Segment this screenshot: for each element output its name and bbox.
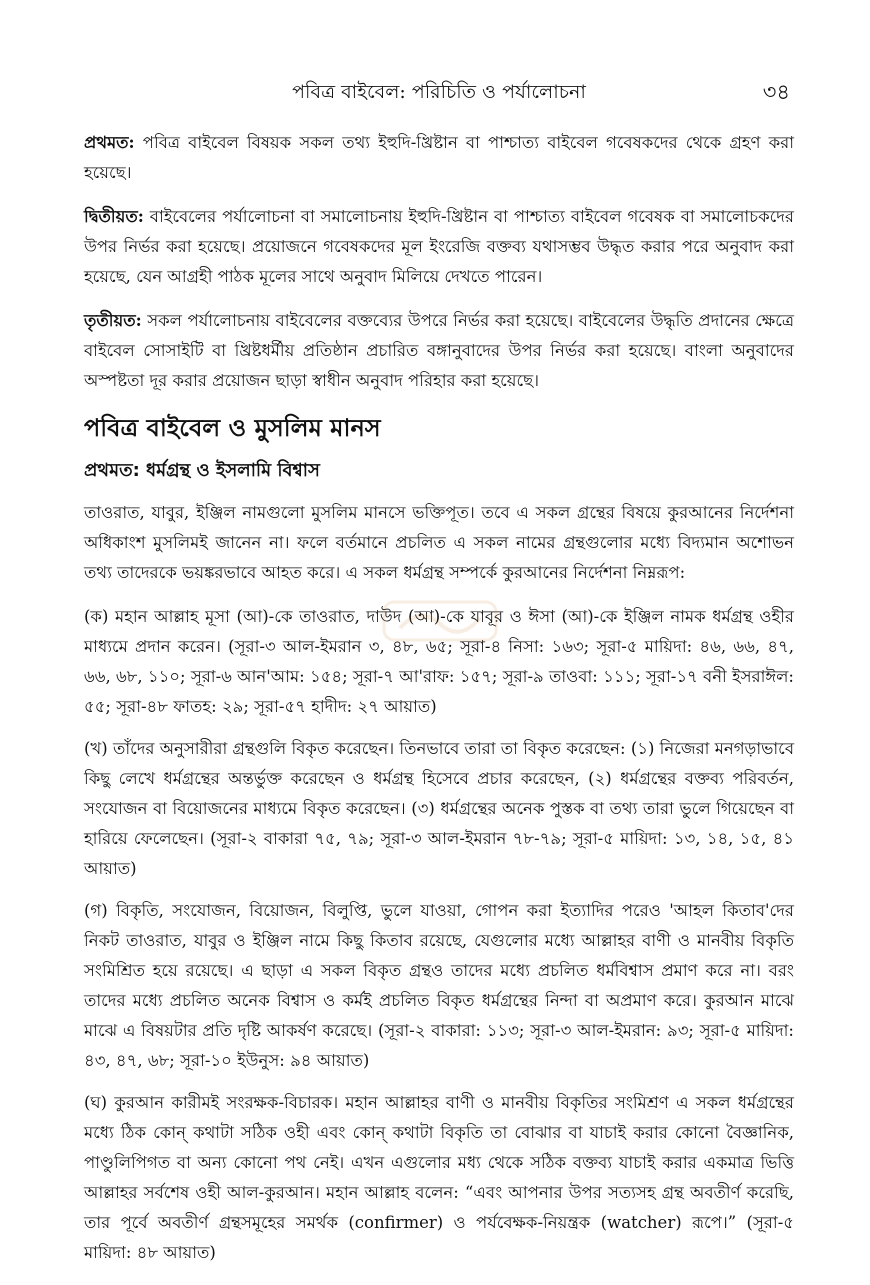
section-heading: পবিত্র বাইবেল ও মুসলিম মানস <box>84 414 381 442</box>
running-header <box>84 74 794 110</box>
paragraph-text: পবিত্র বাইবেল বিষয়ক সকল তথ্য ইহুদি-খ্রিষ্টান বা পাশ্চাত্য বাইবেল গবেষকদের থেকে গ্রহণ করা হয়েছে। <box>84 133 794 182</box>
watermark-logo-icon <box>380 596 500 646</box>
paragraph-lead: তৃতীয়ত: <box>84 311 142 330</box>
page-number: ৩৪ <box>762 80 790 104</box>
running-title: পবিত্র বাইবেল: পরিচিতি ও পর্যালোচনা <box>292 81 586 103</box>
section-subheading: প্রথমত: ধর্মগ্রন্থ ও ইসলামি বিশ্বাস <box>84 460 320 481</box>
list-item: (গ) বিকৃতি, সংযোজন, বিয়োজন, বিলুপ্তি, ভুলে যাওয়া, গোপন করা ইত্যাদির পরেও 'আহল কিতাব'দের নিকট তাওরাত, যাবুর ও ইঞ্জিল নামে কিছু কিতাব রয়েছে, যেগুলোর মধ্যে আল্লাহর বাণী ও মানবীয় বিকৃতি সংমিশ্রিত হয়ে রয়েছে। এ ছাড়া এ সকল বিকৃত গ্রন্থও তাদের মধ্যে প্রচলিত ধর্মবিশ্বাস প্রমাণ করে না। বরং তাদের মধ্যে প্রচলিত অনেক বিশ্বাস ও কর্মই প্রচলিত বিকৃত ধর্মগ্রন্থের নিন্দা বা অপ্রমাণ করে। কুরআন মাঝে মাঝে এ বিষয়টার প্রতি দৃষ্টি আকর্ষণ করেছে। (সূরা-২ বাকারা: ১১৩; সূরা-৩ আল-ইমরান: ৯৩; সূরা-৫ মায়িদা: ৪৩, ৪৭, ৬৮; সূরা-১০ ইউনুস: ৯৪ আয়াত) <box>84 901 794 1070</box>
paragraph-first <box>84 128 794 188</box>
paragraph-text: বাইবেলের পর্যালোচনা বা সমালোচনায় ইহুদি-খ্রিষ্টান বা পাশ্চাত্য বাইবেল গবেষক বা সমালোচকদের উপর নির্ভর করা হয়েছে। প্রয়োজনে গবেষকদের মূল ইংরেজি বক্তব্য যথাসম্ভব উদ্ধৃত করার পরে অনুবাদ করা হয়েছে, যেন আগ্রহী পাঠক মূলের সাথে অনুবাদ মিলিয়ে দেখতে পারেন। <box>84 207 794 286</box>
section-intro: তাওরাত, যাবুর, ইঞ্জিল নামগুলো মুসলিম মানসে ভক্তিপূত। তবে এ সকল গ্রন্থের বিষয়ে কুরআনের নির্দেশনা অধিকাংশ মুসলিমই জানেন না। ফলে বর্তমানে প্রচলিত এ সকল নামের গ্রন্থগুলোর মধ্যে বিদ্যমান অশোভন তথ্য তাদেরকে ভয়ঙ্করভাবে আহত করে। এ সকল ধর্মগ্রন্থ সম্পর্কে কুরআনের নির্দেশনা নিম্নরূপ: <box>84 503 794 582</box>
paragraph-text: সকল পর্যালোচনায় বাইবেলের বক্তব্যের উপরে নির্ভর করা হয়েছে। বাইবেলের উদ্ধৃতি প্রদানের ক্ষেত্রে বাইবেল সোসাইটি বা খ্রিষ্টধর্মীয় প্রতিষ্ঠান প্রচারিত বঙ্গানুবাদের উপর নির্ভর করা হয়েছে। বাংলা অনুবাদের অস্পষ্টতা দূর করার প্রয়োজন ছাড়া স্বাধীন অনুবাদ পরিহার করা হয়েছে। <box>84 311 794 390</box>
paragraph-lead: প্রথমত: <box>84 133 135 152</box>
list-item: (ক) মহান আল্লাহ মূসা (আ)-কে তাওরাত, দাউদ (আ)-কে যাবূর ও ঈসা (আ)-কে ইঞ্জিল নামক ধর্মগ্রন্থ ওহীর মাধ্যমে প্রদান করেন। (সূরা-৩ আল-ইমরান ৩, ৪৮, ৬৫; সূরা-৪ নিসা: ১৬৩; সূরা-৫ মায়িদা: ৪৬, ৬৬, ৪৭, ৬৬, ৬৮, ১১০; সূরা-৬ আন'আম: ১৫৪; সূরা-৭ আ'রাফ: ১৫৭; সূরা-৯ তাওবা: ১১১; সূরা-১৭ বনী ইসরাঈল: ৫৫; সূরা-৪৮ ফাতহ: ২৯; সূরা-৫৭ হাদীদ: ২৭ আয়াত) <box>84 607 794 716</box>
paragraph-lead: দ্বিতীয়ত: <box>84 207 144 226</box>
list-item: (খ) তাঁদের অনুসারীরা গ্রন্থগুলি বিকৃত করেছেন। তিনভাবে তারা তা বিকৃত করেছেন: (১) নিজেরা মনগড়াভাবে কিছু লেখে ধর্মগ্রন্থের অন্তর্ভুক্ত করেছেন ও ধর্মগ্রন্থ হিসেবে প্রচার করেছেন, (২) ধর্মগ্রন্থের বক্তব্য পরিবর্তন, সংযোজন বা বিয়োজনের মাধ্যমে বিকৃত করেছেন। (৩) ধর্মগ্রন্থের অনেক পুস্তক বা তথ্য তারা ভুলে গিয়েছেন বা হারিয়ে ফেলেছেন। (সূরা-২ বাকারা ৭৫, ৭৯; সূরা-৩ আল-ইমরান ৭৮-৭৯; সূরা-৫ মায়িদা: ১৩, ১৪, ১৫, ৪১ আয়াত) <box>84 739 794 878</box>
paragraph-third <box>84 306 794 396</box>
page-body <box>84 128 794 1280</box>
list-item: (ঘ) কুরআন কারীমই সংরক্ষক-বিচারক। মহান আল্লাহর বাণী ও মানবীয় বিকৃতির সংমিশ্রণ এ সকল ধর্মগ্রন্থের মধ্যে ঠিক কোন্ কথাটা সঠিক ওহী এবং কোন্ কথাটা বিকৃতি তা বোঝার বা যাচাই করার কোনো বৈজ্ঞানিক, পাণ্ডুলিপিগত বা অন্য কোনো পথ নেই। এখন এগুলোর মধ্য থেকে সঠিক বক্তব্য যাচাই করার একমাত্র ভিত্তি আল্লাহর সর্বশেষ ওহী আল-কুরআন। মহান আল্লাহ বলেন: “এবং আপনার উপর সত্যসহ গ্রন্থ অবতীর্ণ করেছি, তার পূর্বে অবতীর্ণ গ্রন্থসমূহের সমর্থক (confirmer) ও পর্যবেক্ষক-নিয়ন্ত্রক (watcher) রূপে।” (সূরা-৫ মায়িদা: ৪৮ আয়াত) <box>84 1093 794 1262</box>
paragraph-second <box>84 202 794 292</box>
